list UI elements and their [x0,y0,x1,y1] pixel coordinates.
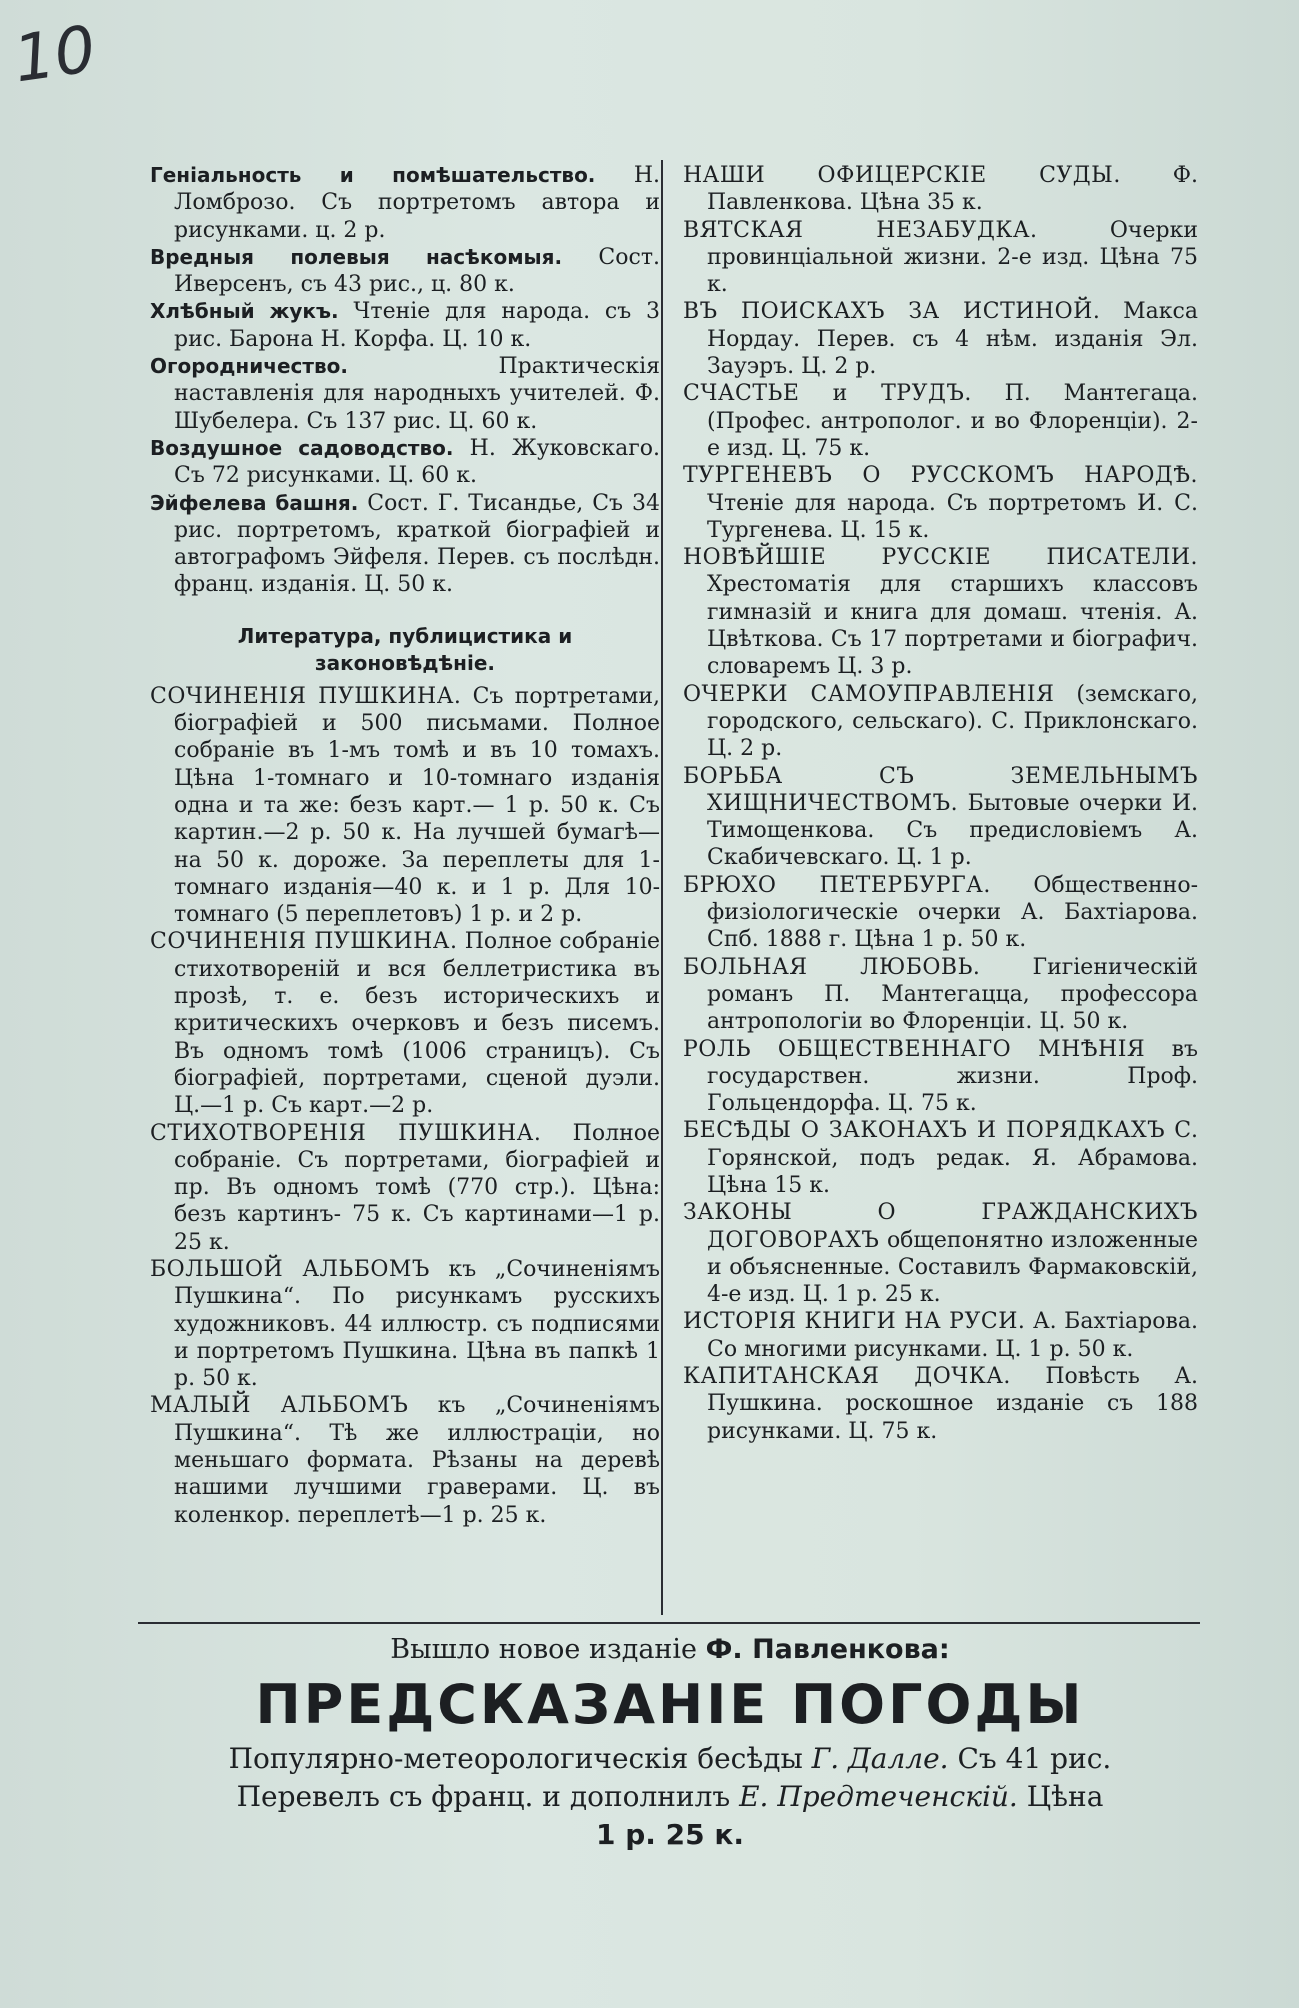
catalog-entry [150,435,660,490]
entry-title: БЕСѢДЫ О ЗАКОНАХЪ И ПОРЯДКАХЪ [683,1118,1166,1144]
ad-author: Г. Далле. [811,1742,949,1775]
entry-title: ТУРГЕНЕВЪ О РУССКОМЪ НАРОДѢ. [683,463,1198,489]
entry-title: ВЯТСКАЯ НЕЗАБУДКА. [683,217,1038,243]
entry-body: Съ портретами, біографіей и 500 письмами. Полное собраніе въ 1-мъ томѣ и въ 10 томахъ. Цѣна 1-томнаго и 10-томнаго изданія одна и та же: безъ карт.— 1 р. 50 к. Съ картин.—2 р. 50 к. На лучшей бумагѣ—на 50 к. дороже. За переплеты для 1-томнаго изданія—40 к. и 1 р. Для 10-томнаго (5 переплетовъ) 1 р. и 2 р. [174,683,660,928]
handwritten-page-number: 10 [9,12,101,98]
entry-body: Полное собраніе. Съ портретами, біографіей и пр. Въ одномъ томѣ (770 стр.). Цѣна: безъ картинъ- 75 к. Съ картинами—1 р. 25 к. [174,1120,660,1255]
advertisement [140,1632,1200,1854]
ad-price: 1 р. 25 к. [595,1818,744,1851]
catalog-entry [683,544,1198,680]
entry-title: Геніальность и помѣшательство. [150,163,596,187]
entry-body: А. Бахтіарова. Со многими рисунками. Ц. 1 р. 50 к. [707,1309,1198,1362]
catalog-entry [150,162,660,244]
entry-title: МАЛЫЙ АЛЬБОМЪ [150,1393,409,1419]
catalog-entry [150,490,660,599]
catalog-entry [683,954,1198,1036]
catalog-entry [683,1308,1198,1363]
column-divider [661,160,663,1615]
horizontal-rule [138,1622,1200,1624]
catalog-entry [683,1363,1198,1445]
entry-body: Н. Жуковскаго. Съ 72 рисунками. Ц. 60 к. [174,435,660,489]
catalog-entry [683,763,1198,872]
entry-body: Хрестоматія для старшихъ классовъ гимназій и книга для домаш. чтенія. А. Цвѣткова. Съ 17 портретами и біографич. словаремъ Ц. 3 р. [707,572,1198,680]
ad-translator: Е. Предтеченскій. [739,1780,1018,1813]
right-column [683,162,1198,1445]
catalog-entry [150,298,660,353]
catalog-entry [683,462,1198,544]
catalog-entry [683,162,1198,217]
ad-price-label: Цѣна [1026,1780,1104,1813]
ad-intro-text: Вышло новое изданіе [390,1634,698,1665]
entry-body: къ „Сочиненіямъ Пушкина“. Тѣ же иллюстраціи, но меньшаго формата. Рѣзаны на деревѣ нашими лучшими граверами. Ц. въ коленкор. переплетѣ—1 р. 25 к. [174,1393,661,1528]
ad-desc-text: Перевелъ съ франц. и дополнилъ [236,1780,731,1813]
entry-body: Сост. Г. Тисандье, Съ 34 рис. портретомъ, краткой біографіей и автографомъ Эйфеля. Перев. съ послѣдн. франц. изданія. Ц. 50 к. [174,490,660,598]
entry-title: СТИХОТВОРЕНІЯ ПУШКИНА. [150,1120,542,1146]
entry-body: П. Мантегаца. (Профес. антрополог. и во Флоренціи). 2-е изд. Ц. 75 к. [707,381,1198,461]
entry-body: общепонятно изложенные и объясненные. Составилъ Фармаковскій, 4-е изд. Ц. 1 р. 25 к. [707,1227,1199,1308]
entry-body: Н. Ломброзо. Съ портретомъ автора и рисунками. ц. 2 р. [174,163,660,243]
entry-title: БОЛЬНАЯ ЛЮБОВЬ. [683,954,981,980]
entry-title: СОЧИНЕНІЯ ПУШКИНА. [150,683,462,709]
left-column [150,162,660,1529]
entry-body: Сост. Иверсенъ, съ 43 рис., ц. 80 к. [174,244,660,298]
catalog-entry [150,928,660,1119]
entry-body: Гигіеническій романъ П. Мантегацца, профессора антропологіи во Флоренціи. Ц. 50 к. [707,954,1198,1035]
entry-body: къ „Сочиненіямъ Пушкина“. По рисункамъ русскихъ художниковъ. 44 иллюстр. съ подписями и портретомъ Пушкина. Цѣна въ папкѣ 1 р. 50 к. [174,1256,660,1392]
entry-title: ОЧЕРКИ САМОУПРАВЛЕНІЯ [683,681,1055,707]
catalog-entry [683,872,1198,954]
entry-body: Ф. Павленкова. Цѣна 35 к. [707,163,1198,216]
catalog-entry [683,217,1198,299]
entry-body: Макса Нордау. Перев. съ 4 нѣм. изданія Эл. Зауэръ. Ц. 2 р. [707,299,1198,380]
entry-body: Полное собраніе стихотвореній и вся беллетристика въ прозѣ, т. е. безъ историческихъ и критическихъ очерковъ и безъ писемъ. Въ одномъ томѣ (1006 страницъ). Съ біографіей, портретами, сценой дуэли. Ц.—1 р. Съ карт.—2 р. [174,929,660,1119]
entry-title: ИСТОРІЯ КНИГИ НА РУСИ. [683,1309,1026,1335]
ad-description-line-2 [140,1778,1200,1816]
catalog-entry [683,380,1198,462]
right-entries [683,162,1198,1445]
ad-publisher: Ф. Павленкова: [705,1634,950,1665]
entry-title: БОЛЬШОЙ АЛЬБОМЪ [150,1256,430,1282]
entry-body: Чтеніе для народа. Съ портретомъ И. С. Тургенева. Ц. 15 к. [707,490,1198,543]
catalog-entry [683,1199,1198,1308]
ad-desc-figures: Съ 41 рис. [957,1742,1112,1775]
entry-title: ЗАКОНЫ О ГРАЖДАНСКИХЪ ДОГОВОРАХЪ [683,1200,1198,1253]
catalog-entry [683,1036,1198,1118]
catalog-entry [150,353,660,435]
ad-description-line-1 [140,1740,1200,1778]
catalog-entry [150,1120,660,1256]
entry-body: Чтеніе для народа. съ 3 рис. Барона Н. Корфа. Ц. 10 к. [174,299,661,352]
ad-desc-text: Популярно-метеорологическія бесѣды [228,1742,803,1775]
entry-title: РОЛЬ ОБЩЕСТВЕННАГО МНѢНІЯ [683,1036,1146,1062]
left-entries-bottom [150,683,660,1529]
entry-body: С. Горянской, подъ редак. Я. Абрамова. Цѣна 15 к. [707,1118,1199,1198]
ad-title: ПРЕДСКАЗАНІЕ ПОГОДЫ [255,1673,1085,1736]
entry-title: НАШИ ОФИЦЕРСКІЕ СУДЫ. [683,163,1121,188]
entry-body: Общественно-физіологическіе очерки А. Бахтіарова. Спб. 1888 г. Цѣна 1 р. 50 к. [707,872,1198,953]
entry-body: Очерки провинціальной жизни. 2-е изд. Цѣна 75 к. [707,217,1198,298]
entry-title: Воздушное садоводство. [150,435,454,460]
ad-intro [140,1632,1200,1668]
entry-title: НОВѢЙШІЕ РУССКІЕ ПИСАТЕЛИ. [683,545,1198,571]
entry-title: БРЮХО ПЕТЕРБУРГА. [683,872,991,898]
entry-body: (земскаго, городского, сельскаго). С. Приклонскаго. Ц. 2 р. [707,681,1198,762]
entry-body: Повѣсть А. Пушкина. роскошное изданіе съ 188 рисунками. Ц. 75 к. [707,1364,1199,1444]
entry-title: ВЪ ПОИСКАХЪ ЗА ИСТИНОЙ. [683,299,1101,325]
entry-title: Хлѣбный жукъ. [150,299,339,324]
entry-body: въ государствен. жизни. Проф. Гольцендорфа. Ц. 75 к. [707,1036,1199,1117]
entry-body: Бытовые очерки И. Тимощенкова. Съ предисловіемъ А. Скабичевскаго. Ц. 1 р. [707,790,1198,871]
catalog-entry [150,1392,660,1528]
catalog-entry [683,681,1198,763]
catalog-entry [150,244,660,299]
left-entries-top [150,162,660,599]
entry-title: БОРЬБА СЪ ЗЕМЕЛЬНЫМЪ ХИЩНИЧЕСТВОМЪ. [683,763,1198,816]
entry-title: СЧАСТЬЕ и ТРУДЪ. [683,381,972,407]
entry-title: СОЧИНЕНІЯ ПУШКИНА. [150,929,458,955]
catalog-entry [150,683,660,929]
entry-body: Практическія наставленія для народныхъ учителей. Ф. Шубелера. Съ 137 рис. Ц. 60 к. [174,354,660,434]
entry-title: КАПИТАНСКАЯ ДОЧКА. [683,1364,1011,1390]
catalog-entry [683,1117,1198,1199]
section-heading: Литература, публицистика и законовѣдѣніе. [237,623,573,675]
catalog-entry [683,298,1198,380]
entry-title: Вредныя полевыя насѣкомыя. [150,244,563,269]
entry-title: Огородничество. [150,354,348,379]
catalog-entry [150,1256,660,1392]
entry-title: Эйфелева башня. [150,490,359,515]
